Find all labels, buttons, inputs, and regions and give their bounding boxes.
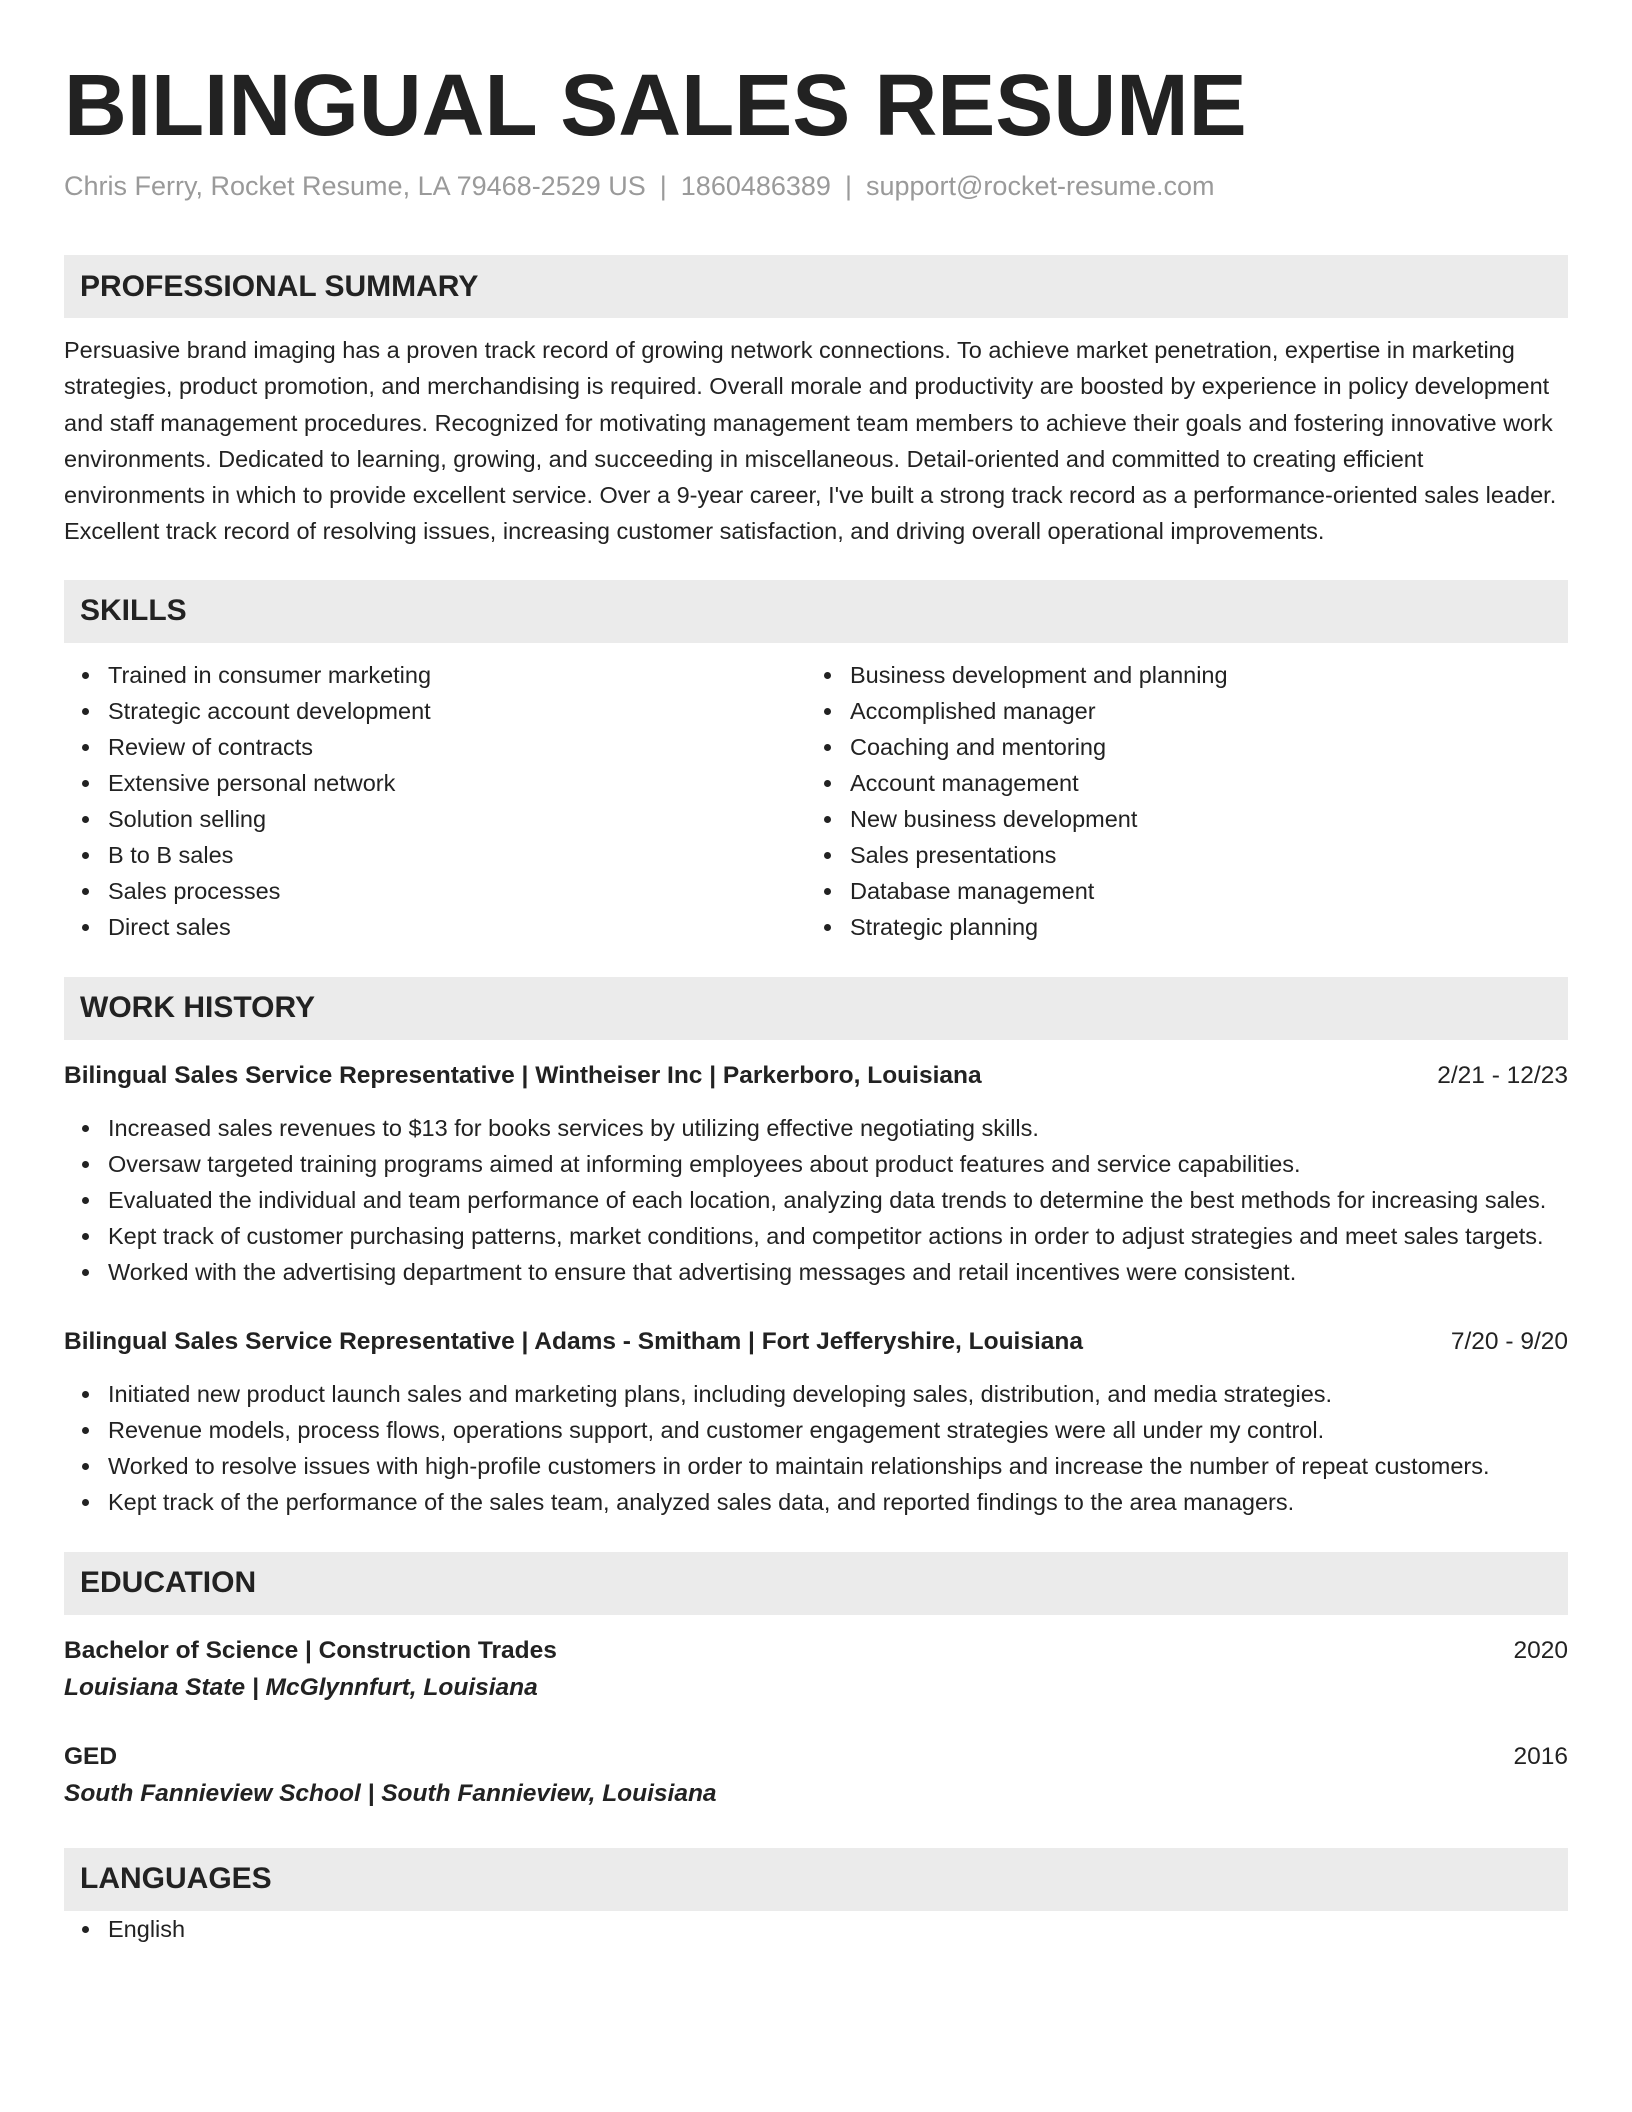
- job-bullet: Kept track of the performance of the sales team, analyzed sales data, and reported findings to the area managers.: [108, 1484, 1568, 1520]
- skill-item: Strategic planning: [850, 909, 1548, 945]
- skill-item: Business development and planning: [850, 657, 1548, 693]
- education-heading: [64, 1633, 1568, 1669]
- skill-item: Review of contracts: [108, 729, 806, 765]
- education-school: Louisiana State | McGlynnfurt, Louisiana: [64, 1673, 538, 1701]
- skill-item: Coaching and mentoring: [850, 729, 1548, 765]
- education-heading: [64, 1739, 1568, 1775]
- education-entry: [64, 1633, 1568, 1707]
- job-bullets: [64, 1110, 1568, 1290]
- skill-item: Sales processes: [108, 873, 806, 909]
- education-degree: GED: [64, 1742, 118, 1770]
- job-dates: 7/20 - 9/20: [1450, 1327, 1568, 1355]
- skills-column-left: [64, 657, 806, 945]
- contact-separator: |: [844, 171, 852, 201]
- job-bullet: Increased sales revenues to $13 for books services by utilizing effective negotiating skills.: [108, 1110, 1568, 1146]
- job-bullet: Worked with the advertising department to ensure that advertising messages and retail incentives were consistent.: [108, 1254, 1568, 1290]
- job-heading: [64, 1324, 1568, 1360]
- skill-item: Extensive personal network: [108, 765, 806, 801]
- job-entry: [64, 1058, 1568, 1290]
- skill-item: Direct sales: [108, 909, 806, 945]
- section-header-education: EDUCATION: [64, 1552, 1568, 1615]
- job-bullet: Initiated new product launch sales and marketing plans, including developing sales, distribution, and media strategies.: [108, 1376, 1568, 1412]
- skill-item: Sales presentations: [850, 837, 1548, 873]
- summary-text: Persuasive brand imaging has a proven track record of growing network connections. To achieve market penetration, expertise in marketing strategies, product promotion, and merchandising is required. Overall morale and productivity are boosted by experience in policy development and staff management procedures. Recognized for motivating management team members to achieve their goals and fostering innovative work environments. Dedicated to learning, growing, and succeeding in miscellaneous. Detail-oriented and committed to creating efficient environments in which to provide excellent service. Over a 9-year career, I've built a strong track record as a performance-oriented sales leader. Excellent track record of resolving issues, increasing customer satisfaction, and driving overall operational improvements.: [64, 337, 1557, 545]
- job-bullets: [64, 1376, 1568, 1520]
- contact-address: Chris Ferry, Rocket Resume, LA 79468-2529 US: [64, 171, 646, 201]
- education-year: 2016: [1513, 1742, 1568, 1770]
- skill-item: B to B sales: [108, 837, 806, 873]
- contact-line: [64, 168, 1568, 204]
- job-bullet: Revenue models, process flows, operations support, and customer engagement strategies were all under my control.: [108, 1412, 1568, 1448]
- contact-separator: |: [659, 171, 667, 201]
- job-bullet: Worked to resolve issues with high-profile customers in order to maintain relationships and increase the number of repeat customers.: [108, 1448, 1568, 1484]
- education-school: South Fannieview School | South Fannieview, Louisiana: [64, 1779, 717, 1807]
- education-degree: Bachelor of Science | Construction Trades: [64, 1636, 557, 1664]
- skill-item: Accomplished manager: [850, 693, 1548, 729]
- job-title: Bilingual Sales Service Representative | Adams - Smitham | Fort Jefferyshire, Louisiana: [64, 1327, 1084, 1355]
- languages-list: [64, 1911, 1568, 1947]
- language-item: English: [108, 1911, 1568, 1947]
- skill-item: Strategic account development: [108, 693, 806, 729]
- resume-title: BILINGUAL SALES RESUME: [64, 57, 1247, 154]
- skill-item: Database management: [850, 873, 1548, 909]
- section-header-skills: SKILLS: [64, 580, 1568, 643]
- skills-column-right: [806, 657, 1548, 945]
- job-bullet: Kept track of customer purchasing patterns, market conditions, and competitor actions in order to adjust strategies and meet sales targets.: [108, 1218, 1568, 1254]
- job-dates: 2/21 - 12/23: [1437, 1061, 1568, 1089]
- skill-item: Trained in consumer marketing: [108, 657, 806, 693]
- job-title: Bilingual Sales Service Representative | Wintheiser Inc | Parkerboro, Louisiana: [64, 1061, 982, 1089]
- job-bullet: Evaluated the individual and team performance of each location, analyzing data trends to determine the best methods for increasing sales.: [108, 1182, 1568, 1218]
- contact-phone: 1860486389: [680, 171, 831, 201]
- section-header-work-history: WORK HISTORY: [64, 977, 1568, 1040]
- education-year: 2020: [1513, 1636, 1568, 1664]
- education-entry: [64, 1739, 1568, 1813]
- section-header-languages: LANGUAGES: [64, 1848, 1568, 1911]
- section-header-summary: PROFESSIONAL SUMMARY: [64, 255, 1568, 318]
- skill-item: New business development: [850, 801, 1548, 837]
- job-entry: [64, 1324, 1568, 1520]
- job-bullet: Oversaw targeted training programs aimed at informing employees about product features and service capabilities.: [108, 1146, 1568, 1182]
- skill-item: Account management: [850, 765, 1548, 801]
- skills-list: [64, 657, 1568, 945]
- skill-item: Solution selling: [108, 801, 806, 837]
- contact-email: support@rocket-resume.com: [865, 171, 1215, 201]
- job-heading: [64, 1058, 1568, 1094]
